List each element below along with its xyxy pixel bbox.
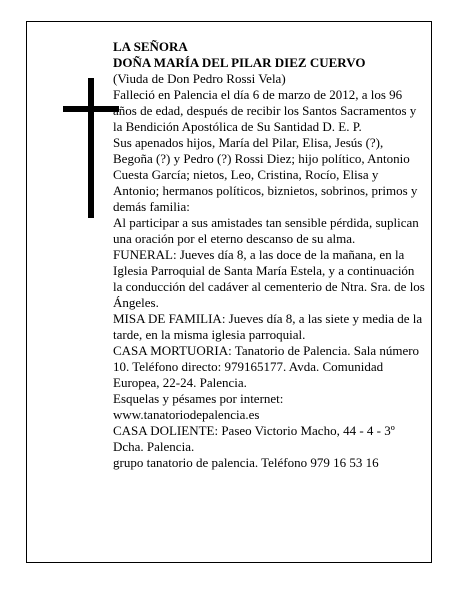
prayer-paragraph: Al participar a sus amistades tan sensible pérdida, suplican una oración por el eterno descanso de su alma. (113, 215, 419, 246)
notice-text (113, 39, 425, 471)
deceased-name: DOÑA MARÍA DEL PILAR DIEZ CUERVO (113, 55, 366, 70)
internet-paragraph: Esquelas y pésames por internet: www.tanatoriodepalencia.es (113, 391, 284, 422)
funeral-home-footer: grupo tanatorio de palencia. Teléfono 979 16 53 16 (113, 455, 379, 470)
family-mass-paragraph: MISA DE FAMILIA: Jueves día 8, a las siete y media de la tarde, en la misma iglesia parroquial. (113, 311, 423, 342)
death-paragraph: Falleció en Palencia el día 6 de marzo de 2012, a los 96 años de edad, después de recibir los Santos Sacramentos y la Bendición Apostólica de Su Santidad D. E. P. (113, 87, 417, 134)
mortuary-paragraph: CASA MORTUORIA: Tanatorio de Palencia. Sala número 10. Teléfono directo: 979165177. Avda. Comunidad Europea, 22-24. Palencia. (113, 343, 420, 390)
cross-upright (88, 78, 94, 218)
latin-cross-icon (63, 78, 119, 218)
honorific: LA SEÑORA (113, 39, 188, 54)
widow-of: (Viuda de Don Pedro Rossi Vela) (113, 71, 286, 86)
mourning-home-paragraph: CASA DOLIENTE: Paseo Victorio Macho, 44 - 4 - 3º Dcha. Palencia. (113, 423, 395, 454)
funeral-paragraph: FUNERAL: Jueves día 8, a las doce de la mañana, en la Iglesia Parroquial de Santa María Estela, y a continuación la conducción del cadáver al cementerio de Ntra. Sra. de los Ángeles. (113, 247, 425, 310)
family-paragraph: Sus apenados hijos, María del Pilar, Elisa, Jesús (?), Begoña (?) y Pedro (?) Rossi Diez; hijo político, Antonio Cuesta García; nietos, Leo, Cristina, Rocío, Elisa y Antonio; hermanos políticos, biznietos, sobrinos, primos y demás familia: (113, 135, 418, 214)
cross-beam (63, 106, 119, 112)
